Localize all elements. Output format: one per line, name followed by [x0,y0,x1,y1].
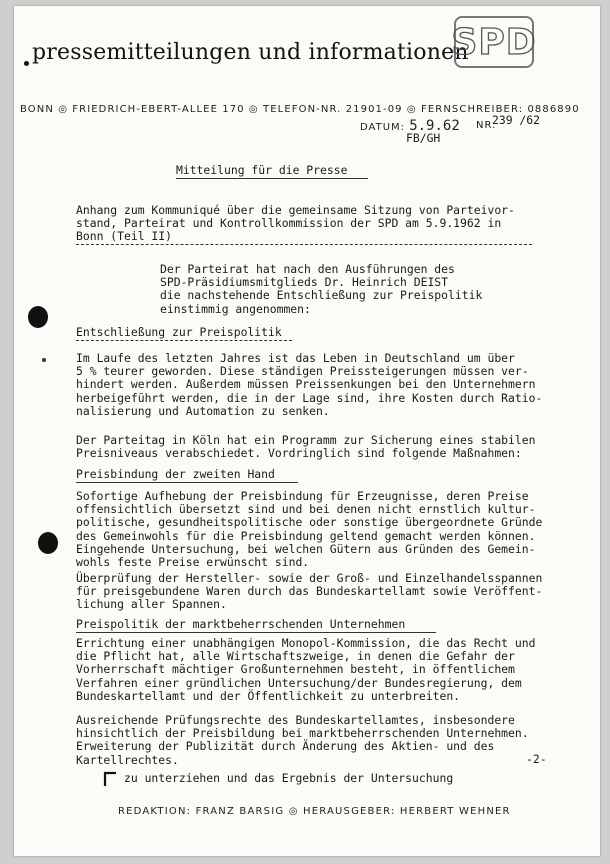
paragraph-6: Ausreichende Prüfungsrechte des Bundeskartellamtes, insbesondere hinsichtlich der Preisbildung bei marktbeherrschenden Unternehmen. Erweiterung der Publizität durch Änderung des Aktien- und des Kartellrechtes. [76,713,529,767]
document-title: Mitteilung für die Presse [176,163,348,177]
section-1-underline [76,482,298,483]
section-divider [76,244,532,245]
intro-paragraph: Der Parteirat hat nach den Ausführungen des SPD-Präsidiumsmitglieds Dr. Heinrich DEIST die nachstehende Entschließung zur Preispolitik einstimmig angenommen: [160,262,483,316]
footer-credits: REDAKTION: FRANZ BARSIG ◎ HERAUSGEBER: HERBERT WEHNER [118,806,511,817]
masthead-title: pressemitteilungen und informationen [32,40,469,65]
paragraph-2: Der Parteitag in Köln hat ein Programm zur Sicherung eines stabilen Preisniveaus verabschiedet. Vordringlich sind folgende Maßnahmen: [76,433,536,461]
section-2-heading: Preispolitik der marktbeherrschenden Unternehmen [76,617,406,631]
masthead-bullet [24,61,29,66]
continuation-line: zu unterziehen und das Ergebnis der Untersuchung [124,771,454,785]
paragraph-5: Errichtung einer unabhängigen Monopol-Kommission, die das Recht und die Pflicht hat, alle Wirtschaftszweige, in denen die Gefahr der Vorherrschaft mächtiger Großunternehmen besteht, in öffentlichem Verfahren einer gründlichen Untersuchung/der Bundesregierung, dem Bundeskartellamt und der Öffentlichkeit zu unterbreiten. [76,636,536,703]
document-page [14,6,600,856]
page-marker: -2- [526,752,547,766]
logo-text: SPD [451,21,537,63]
punch-hole-bottom [38,532,58,554]
nr-value: 239 /62 [492,113,541,127]
datum-label: DATUM: [360,122,406,133]
address-line: BONN ◎ FRIEDRICH-EBERT-ALLEE 170 ◎ TELEFON-NR. 21901-09 ◎ FERNSCHREIBER: 0886890 [20,104,580,115]
anhang-text: Anhang zum Kommuniqué über die gemeinsame Sitzung von Parteivor- stand, Parteirat und Kontrollkommission der SPD am 5.9.1962 in Bonn (Teil II) [76,203,515,244]
corner-bracket-icon [102,770,118,788]
resolution-heading: Entschließung zur Preispolitik [76,325,282,339]
paragraph-1: Im Laufe des letzten Jahres ist das Leben in Deutschland um über 5 % teurer geworden. Diese ständigen Preissteigerungen müssen ver- hindert werden. Außerdem müssen Preissenkungen bei den Unternehmern herbeigeführt werden, die in der Lage sind, ihre Kosten durch Ratio- nalisierung und Automation zu senken. [76,351,543,418]
nr-label: NR. [476,120,497,131]
resolution-underline [76,340,292,341]
section-1-heading: Preisbindung der zweiten Hand [76,467,275,481]
initials: FB/GH [406,131,441,145]
title-underline [176,178,368,179]
paragraph-4: Überprüfung der Hersteller- sowie der Groß- und Einzelhandelsspannen für preisgebundene Waren durch das Bundeskartellamt sowie Veröffent- lichung aller Spannen. [76,571,543,612]
punch-hole-top [28,306,48,328]
section-2-underline [76,632,436,633]
datum-value: 5.9.62 [409,118,460,134]
spd-logo [451,16,537,68]
scan-mark [42,358,46,362]
paragraph-3: Sofortige Aufhebung der Preisbindung für Erzeugnisse, deren Preise offensichtlich übersetzt sind und bei denen nicht ernstlich kultur- politische, gesundheitspolitische oder sonstige übergeordnete Gründe des Gemeinwohls für die Preisbindung geltend gemacht werden können. Eingehende Untersuchung, bei welchen Gütern aus Gründen des Gemein- wohls feste Preise erwünscht sind. [76,489,543,570]
